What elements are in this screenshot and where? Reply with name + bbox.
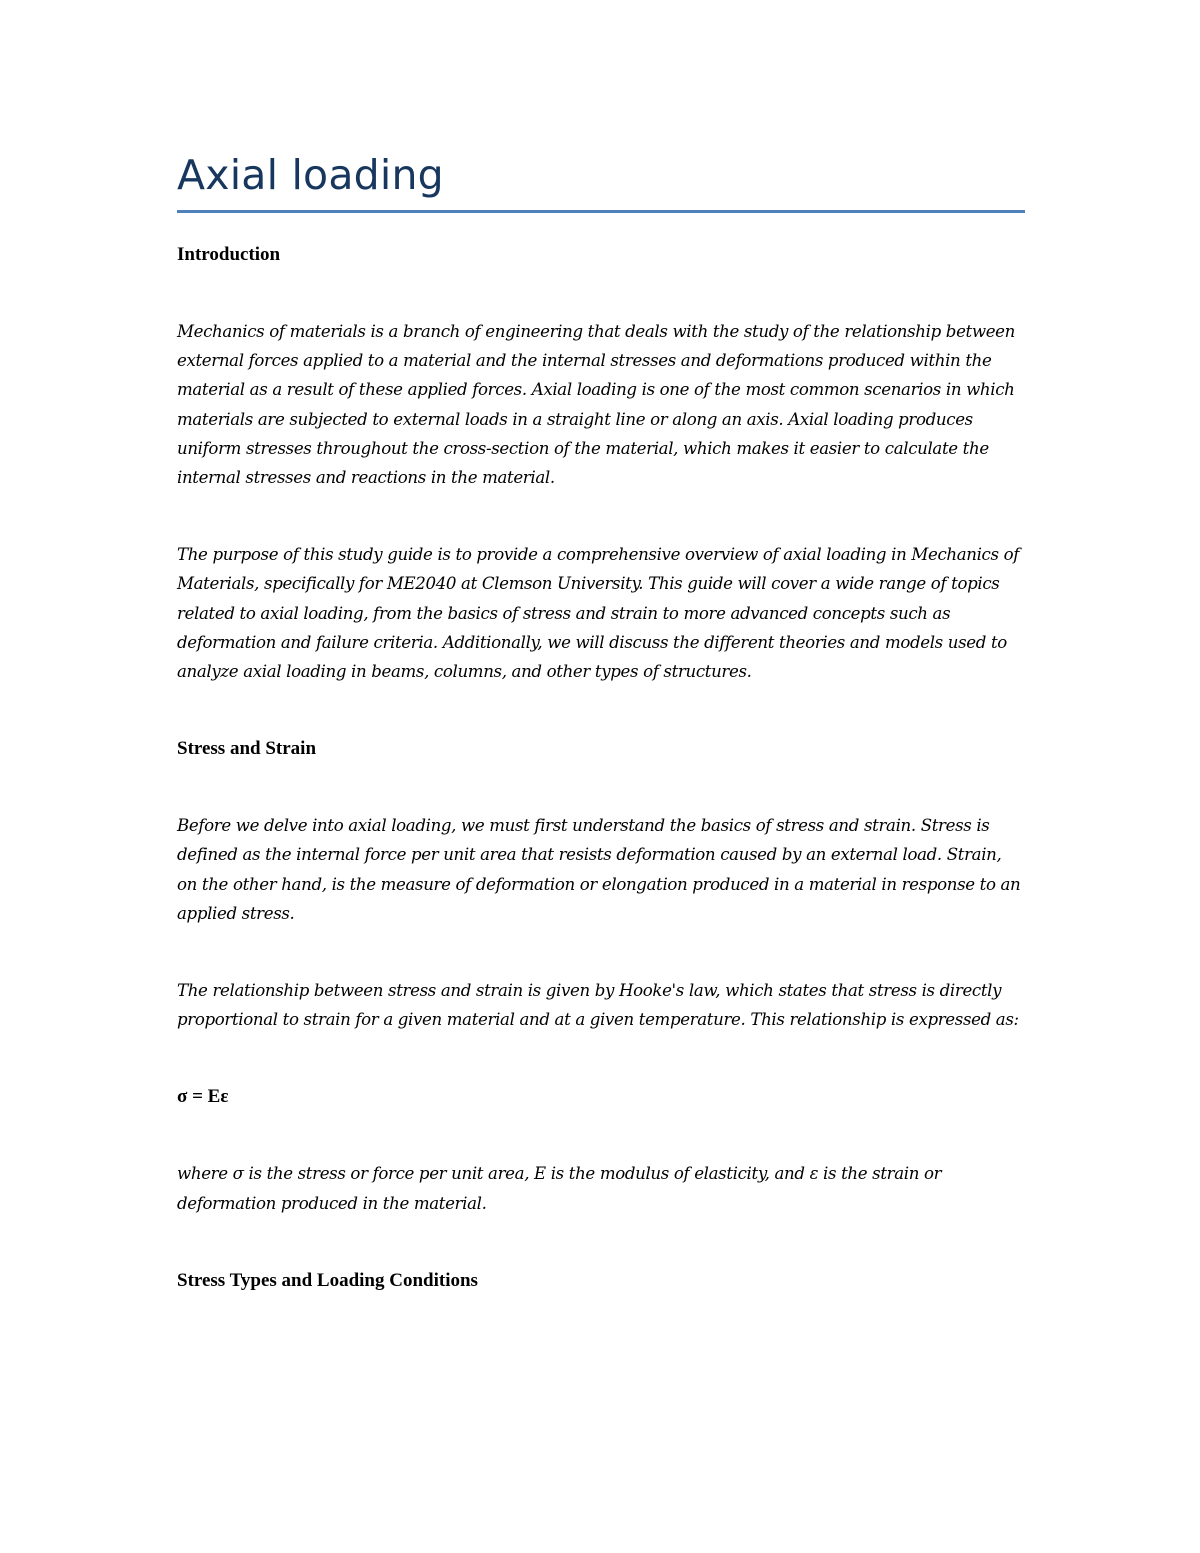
paragraph-formula-explanation: where σ is the stress or force per unit area, E is the modulus of elasticity, and ε is the strain or deformation produced in the material. xyxy=(177,1164,942,1213)
heading-stress-and-strain: Stress and Strain xyxy=(177,738,317,760)
heading-stress-types: Stress Types and Loading Conditions xyxy=(177,1269,478,1291)
heading-introduction: Introduction xyxy=(177,244,281,265)
document-title: Axial loading xyxy=(177,151,444,199)
paragraph-intro-purpose: The purpose of this study guide is to provide a comprehensive overview of axial loading in Mechanics of Materials, specifically for ME2040 at Clemson University. This guide will cover a wide range of topics related to axial loading, from the basics of stress and strain to more advanced concepts such as deformation and failure criteria. Additionally, we will discuss the different theories and models used to analyze axial loading in beams, columns, and other types of structures. xyxy=(177,545,1020,682)
paragraph-stress-basics: Before we delve into axial loading, we must first understand the basics of stress and strain. Stress is defined as the internal force per unit area that resists deformation caused by an external load. Strain, on the other hand, is the measure of deformation or elongation produced in a material in response to an applied stress. xyxy=(177,816,1021,923)
document-body xyxy=(177,140,1025,1295)
title-underline xyxy=(177,210,1025,213)
paragraph-intro-mechanics: Mechanics of materials is a branch of engineering that deals with the study of the relationship between external forces applied to a material and the internal stresses and deformations produced within the material as a result of these applied forces. Axial loading is one of the most common scenarios in which materials are subjected to external loads in a straight line or along an axis. Axial loading produces uniform stresses throughout the cross-section of the material, which makes it easier to calculate the internal stresses and reactions in the material. xyxy=(177,322,1015,488)
formula-hookes-law: σ = Eε xyxy=(177,1086,229,1108)
paragraph-hookes-law: The relationship between stress and strain is given by Hooke's law, which states that stress is directly proportional to strain for a given material and at a given temperature. This relationship is expressed as: xyxy=(177,981,1019,1030)
